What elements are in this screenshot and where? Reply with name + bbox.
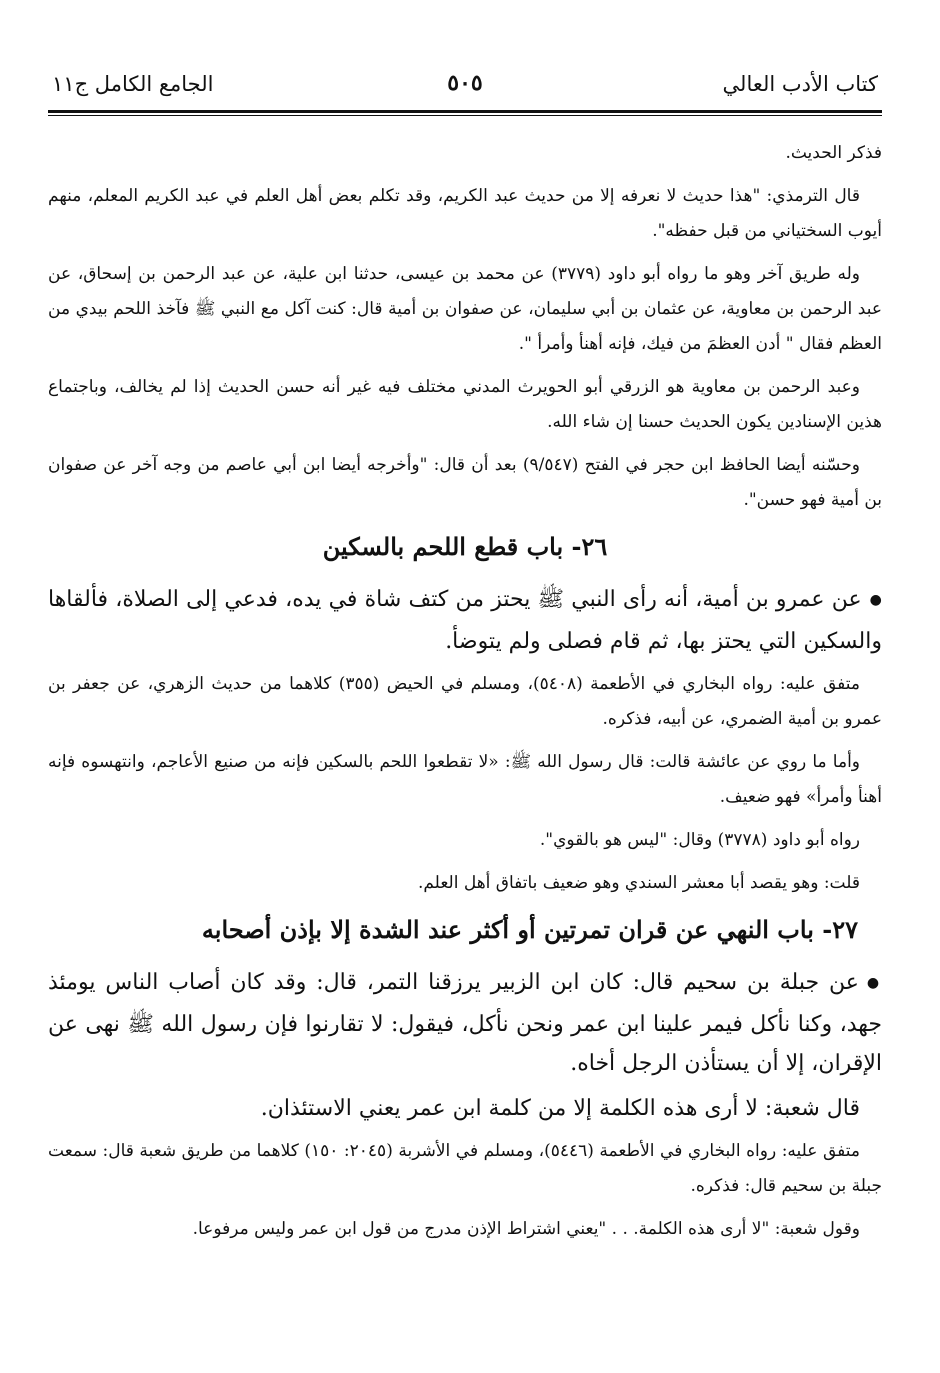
hadith-body: عن جبلة بن سحيم قال: كان ابن الزبير يرزقنا التمر، قال: وقد كان أصاب الناس يومئذ جهد، وكنا نأكل فيمر علينا ابن عمر ونحن نأكل، فيقول: لا تقارنوا فإن رسول الله ﷺ نهى عن الإقران، إلا أن يستأذن الرجل أخاه.	[48, 970, 882, 1076]
paragraph: وقول شعبة: "لا أرى هذه الكلمة. . . "يعني اشتراط الإذن مدرج من قول ابن عمر وليس مرفوعا.	[192, 1219, 860, 1239]
header-rule-thick	[48, 110, 882, 113]
paragraph: وعبد الرحمن بن معاوية هو الزرقي أبو الحويرث المدني مختلف فيه غير أنه حسن الحديث إذا لم يخالف، وباجتماع هذين الإسنادين يكون الحديث حسنا إن شاء الله.	[48, 377, 882, 432]
header-rule-thin	[48, 115, 882, 116]
paragraph: وله طريق آخر وهو ما رواه أبو داود (٣٧٧٩) عن محمد بن عيسى، حدثنا ابن علية، عن عبد الرحمن بن إسحاق، عن عبد الرحمن بن معاوية، عن عثمان بن أبي سليمان، عن صفوان بن أمية قال: كنت آكل مع النبي ﷺ فآخذ اللحم بيدي من العظم فقال " أدن العظمَ من فيك، فإنه أهنأ وأمرأ ".	[48, 264, 882, 354]
bullet-icon	[862, 585, 882, 610]
paragraph: وأما ما روي عن عائشة قالت: قال رسول الله ﷺ: «لا تقطعوا اللحم بالسكين فإنه من صنيع الأعاجم، وانتهسوه فإنه أهنأ وأمرأ» فهو ضعيف.	[48, 752, 882, 807]
running-header	[48, 62, 882, 106]
page-content	[48, 136, 882, 1247]
bullet-icon	[859, 968, 882, 993]
book-page	[48, 62, 882, 1363]
paragraph: قلت: وهو يقصد أبا معشر السندي وهو ضعيف باتفاق أهل العلم.	[417, 873, 860, 893]
volume-label: الجامع الكامل ج١١	[52, 72, 214, 96]
paragraph: قال الترمذي: "هذا حديث لا نعرفه إلا من حديث عبد الكريم، وقد تكلم بعض أهل العلم في عبد الكريم المعلم، منهم أيوب السختياني من قبل حفظه".	[48, 186, 882, 241]
chapter-heading: ٢٦- باب قطع اللحم بالسكين	[322, 532, 608, 561]
paragraph: متفق عليه: رواه البخاري في الأطعمة (٥٤٠٨)، ومسلم في الحيض (٣٥٥) كلاهما من حديث الزهري، عن جعفر بن عمرو بن أمية الضمري، عن أبيه، فذكره.	[48, 674, 882, 729]
paragraph: وحسّنه أيضا الحافظ ابن حجر في الفتح (٩/٥٤٧) بعد أن قال: "وأخرجه أيضا ابن أبي عاصم من وجه آخر عن صفوان بن أمية فهو حسن".	[48, 455, 882, 510]
paragraph: فذكر الحديث.	[785, 143, 882, 163]
hadith-text	[48, 963, 882, 1083]
paragraph: متفق عليه: رواه البخاري في الأطعمة (٥٤٤٦)، ومسلم في الأشربة (٢٠٤٥: ١٥٠) كلاهما من طريق شعبة قال: سمعت جبلة بن سحيم قال: فذكره.	[48, 1141, 882, 1196]
hadith-text	[48, 580, 882, 661]
chapter-heading: ٢٧- باب النهي عن قران تمرتين أو أكثر عند الشدة إلا بإذن أصحابه	[201, 915, 858, 944]
paragraph: رواه أبو داود (٣٧٧٨) وقال: "ليس هو بالقوي".	[539, 830, 860, 850]
hadith-body: عن عمرو بن أمية، أنه رأى النبي ﷺ يحتز من كتف شاة في يده، فدعي إلى الصلاة، فألقاها والسكين التي يحتز بها، ثم قام فصلى ولم يتوضأ.	[48, 587, 882, 654]
narrator-comment: قال شعبة: لا أرى هذه الكلمة إلا من كلمة ابن عمر يعني الاستئذان.	[260, 1096, 860, 1121]
book-title: كتاب الأدب العالي	[722, 72, 878, 96]
page-number: ٥٠٥	[447, 70, 483, 96]
